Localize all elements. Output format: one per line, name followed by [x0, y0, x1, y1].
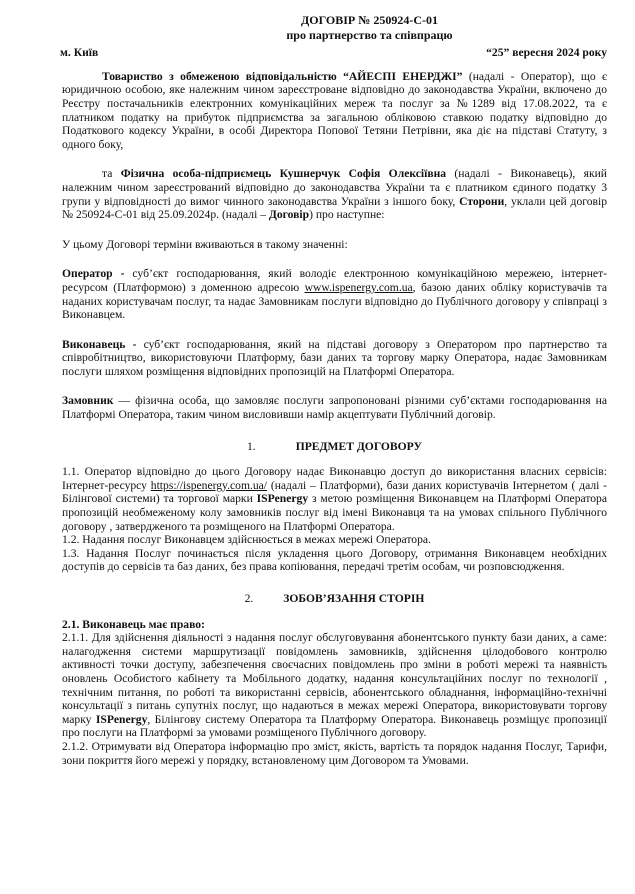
clause-1-1-text-b: (надалі – Платформи), бази даних користувачів Інтернетом ( далі - Білінгової системи) та торгової марки: [62, 478, 608, 506]
term-executor-def: суб’єкт господарювання, який на підставі договору з Оператором про партнерство та співробітництво, використовуючи Платформу, бази даних та торгову марку Оператора, надає Замовникам послуги шляхом розміщення відповідних пропозицій на Платформі Оператора.: [62, 337, 607, 378]
executor-name: Фізична особа-підприємець Кушнерчук Софія Олексіївна: [120, 167, 447, 181]
term-customer: [62, 394, 607, 421]
term-customer-def: — фізична особа, що замовляє послуги запропоновані різними суб’єктами господарювання на Платформі Оператора, таким чином висловивши намір акцептувати Публічний договір.: [62, 394, 607, 422]
term-operator: [62, 267, 607, 321]
executor-details: (надалі - Виконавець), який належним чином зареєстрований відповідно до законодавства України та є платником єдиного податку 3 групи у відповідності до вимог чинного законодавства України з іншого боку,: [62, 167, 607, 208]
contract-city: м. Київ: [60, 46, 99, 60]
clause-1-2: 1.2. Надання послуг Виконавцем здійснюється в межах мережі Оператора.: [62, 533, 431, 547]
clause-1-1-text-a: 1.1. Оператор відповідно до цього Договору надає Виконавцю доступ до використання власних сервісів: Інтернет-ресурсу: [62, 465, 607, 492]
term-operator-def-1: суб’єкт господарювання, який володіє електронною комунікаційною мережею, інтернет-ресурсом (Платформою) з доменною адресою: [62, 267, 608, 294]
brand-ispenergy-2: ISPenergy: [95, 712, 148, 726]
city-date-row: [60, 46, 607, 60]
executor-prefix: та: [102, 167, 121, 181]
contract-term: Договір: [268, 208, 310, 222]
terms-intro: У цьому Договорі терміни вживаються в такому значенні:: [62, 237, 348, 251]
party-executor-paragraph: [62, 167, 607, 221]
contract-title: ДОГОВІР № 250924-С-01: [301, 13, 438, 27]
section-1-number: 1.: [247, 439, 256, 453]
section-2-number: 2.: [244, 592, 254, 605]
brand-ispenergy: ISPenergy: [256, 492, 309, 506]
clause-2-1-1: [62, 631, 607, 740]
contract-subtitle: про партнерство та співпрацю: [286, 27, 453, 42]
operator-name: Товариство з обмеженою відповідальністю “АЙЕСПІ ЕНЕРДЖІ”: [102, 69, 463, 83]
clause-2-1-1-text-a: 2.1.1. Для здійснення діяльності з надання послуг обслуговування абонентського пункту бази даних, а саме: налагодження системи маршрутизації повідомлень замовників, здійснення цілодобового контролю активності точки доступу, забезпечення своєчасних повідомлень про зміни в роботі мережі та наявність оновлень Особистого кабінету та Мобільного додатку, надання консультаційних послуг по технології , технічним питання, по роботі та використанні сервісів, абонентського обладнання, інформаційно-технічні консультації з питань супутніх послуг, що надаються в межах мережі Оператора, використовувати торгову марку: [62, 631, 607, 726]
section-1-heading: [62, 440, 607, 454]
parties-term: Сторони: [459, 194, 505, 208]
term-operator-label: Оператор -: [62, 267, 125, 281]
party-operator-paragraph: [62, 70, 607, 152]
clause-1-3: 1.3. Надання Послуг починається після укладення цього Договору, отримання Виконавцем необхідних доступів до сервісів та баз даних, без права копіювання, передачі третім особам, чи розповсюдження.: [62, 546, 607, 574]
contract-ref-end: ) про наступне:: [309, 208, 385, 222]
operator-details: (надалі - Оператор), що є юридичною особою, яке належним чином зареєстроване відповідно до законодавства України, включено до Реєстру постачальників електронних комунікаційних мереж та послуг за №1289 від 17.08.2022, та є платником податку на прибуток підприємства за загальною обліковою ставкою податку відповідно до Податкового кодексу України, в особі Директора Попової Тетяни Петрівни, яка діє на підставі Статуту, з одного боку,: [62, 69, 607, 151]
clause-2-1-2: 2.1.2. Отримувати від Оператора інформацію про зміст, якість, вартість та порядок надання Послуг, Тарифи, зони покриття його мережі у порядку, встановленому цим Договором та Умовами.: [62, 739, 607, 767]
section-2-heading: [62, 592, 607, 606]
clause-1-1: [62, 465, 607, 533]
operator-domain-link[interactable]: www.ispenergy.com.ua: [304, 280, 413, 294]
contract-date: “25” вересня 2024 року: [486, 46, 607, 60]
clause-2-1-1-text-b: , Білінгову систему Оператора та Платформу Оператора. Виконавець розміщує пропозиції про послуги на Платформі за умовами розміщеного Публічного договору.: [62, 712, 607, 740]
clause-1-1-text-c: з метою розміщення Виконавцем на Платформі Оператора пропозицій необмеженому колу замовників послуг від імені Виконавця та на умовах спільного Публічного договору , затвердженого та розміщеного на Платформі Оператора.: [62, 492, 607, 533]
term-operator-def-2: , базою даних обліку користувачів та наданих користувачам послуг, та надає Замовникам послуги відповідно до Публічного договору у співпраці з Виконавцем.: [62, 280, 608, 322]
clause-2-1: 2.1. Виконавець має право:: [62, 617, 205, 631]
platform-link[interactable]: https://ispenergy.com.ua/: [150, 478, 268, 492]
term-executor-label: Виконавець -: [62, 337, 137, 351]
contract-ref: , уклали цей договір № 250924-С-01 від 25.09.2024р. (надалі –: [62, 194, 607, 222]
section-2-title: ЗОБОВ’ЯЗАННЯ СТОРІН: [283, 592, 425, 605]
section-1-title: ПРЕДМЕТ ДОГОВОРУ: [295, 439, 422, 453]
term-customer-label: Замовник: [62, 394, 114, 408]
term-executor: [62, 338, 607, 379]
